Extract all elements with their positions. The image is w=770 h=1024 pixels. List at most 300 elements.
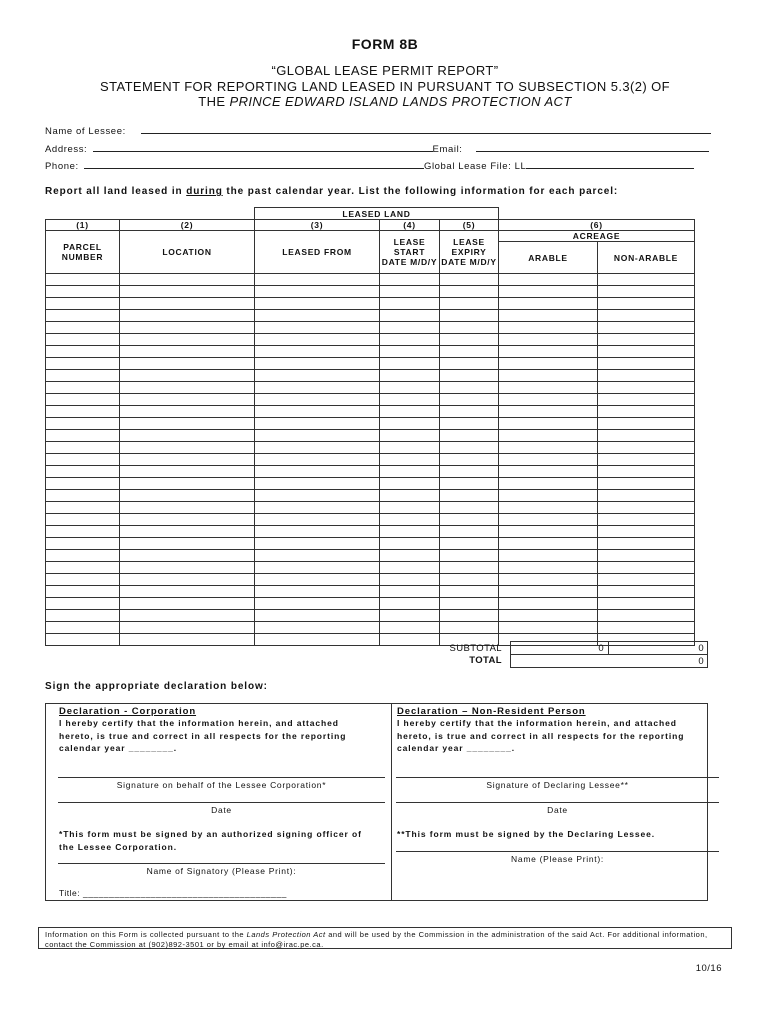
lease-expiry-cell[interactable] [440, 574, 499, 586]
parcel-number-cell[interactable] [46, 598, 120, 610]
table-row [46, 322, 695, 334]
lease-start-cell[interactable] [380, 562, 440, 574]
arable-cell[interactable] [499, 454, 598, 466]
subtotal-label: SUBTOTAL [449, 643, 502, 654]
lease-start-cell[interactable] [380, 454, 440, 466]
non-arable-cell[interactable] [598, 610, 695, 622]
location-cell[interactable] [120, 442, 255, 454]
location-cell[interactable] [120, 598, 255, 610]
parcel-number-cell[interactable] [46, 370, 120, 382]
col-number-1: (1) [46, 220, 120, 231]
leased-from-cell[interactable] [255, 574, 380, 586]
table-row [46, 394, 695, 406]
leased-from-cell[interactable] [255, 382, 380, 394]
arable-cell[interactable] [499, 490, 598, 502]
lease-expiry-cell[interactable] [440, 514, 499, 526]
non-arable-cell[interactable] [598, 478, 695, 490]
location-cell[interactable] [120, 382, 255, 394]
non-resident-name-caption: Name (Please Print): [511, 854, 604, 864]
lease-start-cell[interactable] [380, 346, 440, 358]
table-row [46, 454, 695, 466]
parcel-number-cell[interactable] [46, 310, 120, 322]
parcel-number-cell[interactable] [46, 454, 120, 466]
parcel-number-cell[interactable] [46, 322, 120, 334]
arable-cell[interactable] [499, 274, 598, 286]
leased-from-cell[interactable] [255, 298, 380, 310]
location-cell[interactable] [120, 622, 255, 634]
parcel-number-cell[interactable] [46, 526, 120, 538]
lease-start-cell[interactable] [380, 478, 440, 490]
arable-cell[interactable] [499, 406, 598, 418]
leased-from-cell[interactable] [255, 562, 380, 574]
lease-start-cell[interactable] [380, 550, 440, 562]
leased-from-cell[interactable] [255, 502, 380, 514]
parcel-number-cell[interactable] [46, 610, 120, 622]
parcel-number-cell[interactable] [46, 418, 120, 430]
table-row [46, 562, 695, 574]
arable-cell[interactable] [499, 466, 598, 478]
arable-cell[interactable] [499, 298, 598, 310]
lease-start-cell[interactable] [380, 310, 440, 322]
phone-label: Phone: [45, 161, 79, 172]
location-cell[interactable] [120, 574, 255, 586]
statement-line: STATEMENT FOR REPORTING LAND LEASED IN PURSUANT TO SUBSECTION 5.3(2) OF [100, 79, 670, 94]
lease-start-cell[interactable] [380, 382, 440, 394]
leased-from-cell[interactable] [255, 430, 380, 442]
arable-cell[interactable] [499, 574, 598, 586]
arable-cell[interactable] [499, 562, 598, 574]
non-arable-cell[interactable] [598, 394, 695, 406]
table-row [46, 586, 695, 598]
leased-from-cell[interactable] [255, 466, 380, 478]
table-row [46, 598, 695, 610]
arable-cell[interactable] [499, 502, 598, 514]
leased-from-cell[interactable] [255, 598, 380, 610]
table-row [46, 490, 695, 502]
parcel-number-cell[interactable] [46, 406, 120, 418]
non-arable-cell[interactable] [598, 550, 695, 562]
parcel-number-cell[interactable] [46, 466, 120, 478]
col-number-5: (5) [440, 220, 499, 231]
leased-from-cell[interactable] [255, 418, 380, 430]
non-arable-cell[interactable] [598, 538, 695, 550]
non-arable-cell[interactable] [598, 454, 695, 466]
location-cell[interactable] [120, 298, 255, 310]
lease-start-cell[interactable] [380, 442, 440, 454]
arable-cell[interactable] [499, 478, 598, 490]
table-row [46, 382, 695, 394]
lease-expiry-cell[interactable] [440, 562, 499, 574]
parcel-number-cell[interactable] [46, 550, 120, 562]
parcel-number-cell[interactable] [46, 574, 120, 586]
table-row [46, 442, 695, 454]
lease-start-cell[interactable] [380, 370, 440, 382]
parcel-number-cell[interactable] [46, 430, 120, 442]
table-row [46, 286, 695, 298]
arable-cell[interactable] [499, 538, 598, 550]
subtotal-non-arable-value: 0 [698, 643, 704, 654]
location-cell[interactable] [120, 418, 255, 430]
table-row [46, 526, 695, 538]
location-cell[interactable] [120, 370, 255, 382]
leased-from-cell[interactable] [255, 478, 380, 490]
subtotal-arable-cell[interactable] [510, 641, 609, 655]
arable-cell[interactable] [499, 310, 598, 322]
lease-start-cell[interactable] [380, 466, 440, 478]
declaration-heading: Sign the appropriate declaration below: [45, 681, 268, 692]
table-row [46, 538, 695, 550]
lease-expiry-cell[interactable] [440, 526, 499, 538]
parcel-number-cell[interactable] [46, 298, 120, 310]
location-cell[interactable] [120, 466, 255, 478]
location-cell[interactable] [120, 286, 255, 298]
lease-expiry-cell[interactable] [440, 466, 499, 478]
non-resident-signature-line[interactable] [396, 777, 719, 778]
form-number: FORM 8B [351, 36, 419, 52]
address-label: Address: [45, 144, 88, 155]
non-arable-cell[interactable] [598, 586, 695, 598]
lease-start-cell[interactable] [380, 418, 440, 430]
non-resident-signature-caption: Signature of Declaring Lessee** [486, 780, 629, 790]
parcel-number-cell[interactable] [46, 334, 120, 346]
instruction-part1: Report all land leased in [45, 186, 187, 197]
table-row [46, 406, 695, 418]
corporation-date-caption: Date [211, 805, 232, 815]
leased-from-cell[interactable] [255, 286, 380, 298]
arable-cell[interactable] [499, 514, 598, 526]
lease-start-cell[interactable] [380, 586, 440, 598]
lease-expiry-cell[interactable] [440, 598, 499, 610]
instruction-emphasis: during [186, 186, 223, 197]
non-resident-date-line[interactable] [396, 802, 719, 803]
lease-start-cell[interactable] [380, 610, 440, 622]
lease-expiry-header: LEASE EXPIRY DATE M/D/Y [440, 231, 499, 274]
lease-expiry-cell[interactable] [440, 550, 499, 562]
email-label: Email: [432, 144, 463, 155]
table-row [46, 310, 695, 322]
table-row [46, 418, 695, 430]
location-header: LOCATION [120, 231, 255, 274]
parcel-number-cell[interactable] [46, 478, 120, 490]
parcel-number-cell[interactable] [46, 562, 120, 574]
leased-from-cell[interactable] [255, 490, 380, 502]
title-field[interactable]: Title: _______________________________________ [59, 888, 287, 898]
table-number-row [46, 220, 695, 231]
corporation-date-line[interactable] [58, 802, 385, 803]
lease-start-cell[interactable] [380, 622, 440, 634]
lease-expiry-cell[interactable] [440, 370, 499, 382]
location-cell[interactable] [120, 430, 255, 442]
lease-expiry-cell[interactable] [440, 382, 499, 394]
leased-from-cell[interactable] [255, 610, 380, 622]
lease-start-cell[interactable] [380, 538, 440, 550]
lease-start-cell[interactable] [380, 286, 440, 298]
location-cell[interactable] [120, 490, 255, 502]
arable-cell[interactable] [499, 550, 598, 562]
lease-start-cell[interactable] [380, 274, 440, 286]
non-arable-cell[interactable] [598, 574, 695, 586]
non-arable-cell[interactable] [598, 430, 695, 442]
parcel-number-cell[interactable] [46, 622, 120, 634]
lease-expiry-cell[interactable] [440, 418, 499, 430]
table-row [46, 574, 695, 586]
lease-expiry-cell[interactable] [440, 334, 499, 346]
corporation-declaration-text: I hereby certify that the information herein, and attached hereto, is true and correct in all respects for the reporting calendar year ________. [59, 718, 347, 753]
lease-start-cell[interactable] [380, 322, 440, 334]
leased-land-header: LEASED LAND [255, 208, 499, 220]
leased-from-cell[interactable] [255, 346, 380, 358]
parcel-number-cell[interactable] [46, 502, 120, 514]
non-arable-cell[interactable] [598, 466, 695, 478]
lease-expiry-cell[interactable] [440, 358, 499, 370]
non-arable-cell[interactable] [598, 622, 695, 634]
corporation-signing-note: *This form must be signed by an authorized signing officer of the Lessee Corporation. [59, 829, 362, 852]
parcel-number-cell[interactable] [46, 286, 120, 298]
non-arable-cell[interactable] [598, 286, 695, 298]
non-arable-cell[interactable] [598, 418, 695, 430]
location-cell[interactable] [120, 538, 255, 550]
arable-cell[interactable] [499, 382, 598, 394]
leased-from-cell[interactable] [255, 454, 380, 466]
subtotal-arable-value: 0 [598, 643, 604, 654]
leased-from-cell[interactable] [255, 370, 380, 382]
total-label: TOTAL [469, 655, 502, 666]
table-row [46, 346, 695, 358]
leased-from-header: LEASED FROM [255, 231, 380, 274]
non-arable-cell[interactable] [598, 310, 695, 322]
corporation-signature-line[interactable] [58, 777, 385, 778]
lease-expiry-cell[interactable] [440, 502, 499, 514]
act-line-prefix: THE [198, 94, 230, 109]
lease-start-cell[interactable] [380, 574, 440, 586]
lease-start-cell[interactable] [380, 526, 440, 538]
table-row [46, 370, 695, 382]
parcel-number-cell[interactable] [46, 442, 120, 454]
non-arable-cell[interactable] [598, 298, 695, 310]
arable-cell[interactable] [499, 394, 598, 406]
lease-expiry-cell[interactable] [440, 538, 499, 550]
parcel-number-cell[interactable] [46, 274, 120, 286]
lease-expiry-cell[interactable] [440, 346, 499, 358]
lease-start-cell[interactable] [380, 406, 440, 418]
location-cell[interactable] [120, 322, 255, 334]
table-row [46, 550, 695, 562]
lessee-input-line[interactable] [141, 124, 711, 134]
arable-cell[interactable] [499, 418, 598, 430]
lease-expiry-cell[interactable] [440, 310, 499, 322]
lease-expiry-cell[interactable] [440, 286, 499, 298]
lease-expiry-cell[interactable] [440, 274, 499, 286]
address-field[interactable] [45, 142, 709, 155]
arable-cell[interactable] [499, 346, 598, 358]
non-arable-cell[interactable] [598, 502, 695, 514]
email-input-line[interactable] [476, 142, 709, 152]
lease-expiry-cell[interactable] [440, 442, 499, 454]
arable-cell[interactable] [499, 322, 598, 334]
lease-expiry-cell[interactable] [440, 610, 499, 622]
lease-expiry-cell[interactable] [440, 394, 499, 406]
non-arable-cell[interactable] [598, 526, 695, 538]
location-cell[interactable] [120, 526, 255, 538]
lease-start-cell[interactable] [380, 514, 440, 526]
signatory-name-caption: Name of Signatory (Please Print): [146, 866, 297, 876]
arable-cell[interactable] [499, 430, 598, 442]
non-arable-cell[interactable] [598, 346, 695, 358]
address-input-line[interactable] [93, 142, 433, 152]
phone-input-line[interactable] [84, 159, 424, 169]
non-arable-cell[interactable] [598, 370, 695, 382]
location-cell[interactable] [120, 334, 255, 346]
location-cell[interactable] [120, 358, 255, 370]
location-cell[interactable] [120, 454, 255, 466]
non-arable-cell[interactable] [598, 598, 695, 610]
declaration-divider [391, 703, 392, 901]
arable-cell[interactable] [499, 442, 598, 454]
arable-cell[interactable] [499, 286, 598, 298]
lease-expiry-cell[interactable] [440, 490, 499, 502]
non-arable-cell[interactable] [598, 514, 695, 526]
leased-from-cell[interactable] [255, 310, 380, 322]
location-cell[interactable] [120, 346, 255, 358]
lease-start-cell[interactable] [380, 358, 440, 370]
arable-cell[interactable] [499, 622, 598, 634]
non-resident-name-line[interactable] [396, 851, 719, 852]
leased-from-cell[interactable] [255, 442, 380, 454]
leased-from-cell[interactable] [255, 586, 380, 598]
privacy-notice [38, 927, 732, 949]
lease-start-cell[interactable] [380, 490, 440, 502]
act-line [0, 94, 770, 109]
parcel-number-cell[interactable] [46, 490, 120, 502]
location-cell[interactable] [120, 394, 255, 406]
signatory-name-line[interactable] [58, 863, 385, 864]
corporation-declaration-title: Declaration - Corporation [59, 706, 197, 717]
lease-expiry-cell[interactable] [440, 586, 499, 598]
leased-from-cell[interactable] [255, 634, 380, 646]
lease-start-header: LEASE START DATE M/D/Y [380, 231, 440, 274]
non-arable-cell[interactable] [598, 406, 695, 418]
location-cell[interactable] [120, 634, 255, 646]
non-arable-cell[interactable] [598, 562, 695, 574]
leased-from-cell[interactable] [255, 406, 380, 418]
parcel-number-cell[interactable] [46, 358, 120, 370]
non-arable-cell[interactable] [598, 334, 695, 346]
lease-start-cell[interactable] [380, 502, 440, 514]
leased-from-cell[interactable] [255, 514, 380, 526]
table-header-row [46, 231, 695, 242]
table-row [46, 610, 695, 622]
lease-start-cell[interactable] [380, 430, 440, 442]
leased-from-cell[interactable] [255, 358, 380, 370]
lease-expiry-cell[interactable] [440, 406, 499, 418]
leased-from-cell[interactable] [255, 538, 380, 550]
arable-cell[interactable] [499, 370, 598, 382]
location-cell[interactable] [120, 274, 255, 286]
leased-from-cell[interactable] [255, 274, 380, 286]
arable-cell[interactable] [499, 334, 598, 346]
lease-expiry-cell[interactable] [440, 430, 499, 442]
instruction-part2: the past calendar year. List the following information for each parcel: [222, 186, 619, 197]
parcel-number-cell[interactable] [46, 586, 120, 598]
total-cell[interactable] [510, 654, 708, 668]
leased-from-cell[interactable] [255, 334, 380, 346]
leased-from-cell[interactable] [255, 550, 380, 562]
arable-cell[interactable] [499, 586, 598, 598]
parcel-number-cell[interactable] [46, 382, 120, 394]
arable-header: ARABLE [499, 242, 598, 274]
non-resident-date-caption: Date [547, 805, 568, 815]
lease-expiry-cell[interactable] [440, 322, 499, 334]
lease-start-cell[interactable] [380, 334, 440, 346]
non-arable-cell[interactable] [598, 322, 695, 334]
location-cell[interactable] [120, 406, 255, 418]
arable-cell[interactable] [499, 598, 598, 610]
non-resident-signing-note: **This form must be signed by the Declaring Lessee. [397, 829, 655, 839]
leased-from-cell[interactable] [255, 394, 380, 406]
lease-expiry-cell[interactable] [440, 454, 499, 466]
non-arable-header: NON-ARABLE [598, 242, 695, 274]
report-title: “GLOBAL LEASE PERMIT REPORT” [271, 63, 499, 78]
leased-from-cell[interactable] [255, 322, 380, 334]
lease-expiry-cell[interactable] [440, 298, 499, 310]
lease-start-cell[interactable] [380, 394, 440, 406]
report-instruction [45, 186, 618, 197]
leased-from-cell[interactable] [255, 622, 380, 634]
lease-file-input-line[interactable] [526, 159, 694, 169]
table-row [46, 274, 695, 286]
non-resident-declaration-title: Declaration – Non-Resident Person [397, 706, 586, 717]
arable-cell[interactable] [499, 358, 598, 370]
table-row [46, 622, 695, 634]
phone-field[interactable] [45, 159, 694, 172]
act-name: PRINCE EDWARD ISLAND LANDS PROTECTION ACT [229, 94, 572, 109]
parcel-number-cell[interactable] [46, 346, 120, 358]
location-cell[interactable] [120, 514, 255, 526]
table-row [46, 298, 695, 310]
non-arable-cell[interactable] [598, 490, 695, 502]
non-arable-cell[interactable] [598, 274, 695, 286]
corporation-signature-caption: Signature on behalf of the Lessee Corporation* [116, 780, 327, 790]
non-arable-cell[interactable] [598, 358, 695, 370]
arable-cell[interactable] [499, 526, 598, 538]
location-cell[interactable] [120, 310, 255, 322]
location-cell[interactable] [120, 502, 255, 514]
parcel-number-cell[interactable] [46, 514, 120, 526]
lease-start-cell[interactable] [380, 598, 440, 610]
location-cell[interactable] [120, 562, 255, 574]
location-cell[interactable] [120, 550, 255, 562]
subtotal-non-arable-cell[interactable] [608, 641, 708, 655]
page-number: 10/16 [695, 963, 722, 974]
location-cell[interactable] [120, 478, 255, 490]
location-cell[interactable] [120, 610, 255, 622]
lease-expiry-cell[interactable] [440, 622, 499, 634]
lease-file-label: Global Lease File: LL [423, 161, 527, 172]
location-cell[interactable] [120, 586, 255, 598]
lease-expiry-cell[interactable] [440, 478, 499, 490]
arable-cell[interactable] [499, 610, 598, 622]
lessee-field[interactable] [45, 124, 711, 137]
lease-start-cell[interactable] [380, 298, 440, 310]
total-value: 0 [698, 656, 704, 667]
non-arable-cell[interactable] [598, 382, 695, 394]
leased-from-cell[interactable] [255, 526, 380, 538]
non-arable-cell[interactable] [598, 442, 695, 454]
parcel-number-cell[interactable] [46, 634, 120, 646]
col-number-4: (4) [380, 220, 440, 231]
parcel-number-cell[interactable] [46, 394, 120, 406]
parcel-number-cell[interactable] [46, 538, 120, 550]
